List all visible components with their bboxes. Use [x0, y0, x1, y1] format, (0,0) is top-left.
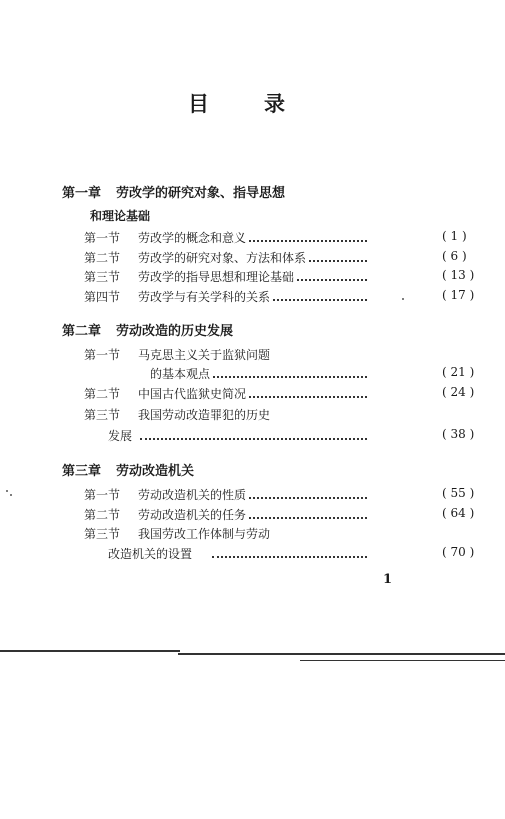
scan-edge-line: [0, 650, 180, 652]
toc-entry-continued[interactable]: [84, 365, 505, 383]
section-title: 中国古代监狱史简况: [138, 387, 247, 401]
toc-entry-title[interactable]: [84, 406, 505, 424]
toc-entry[interactable]: [84, 268, 505, 286]
toc-entry-title[interactable]: [84, 346, 505, 364]
dot-leader: [234, 517, 367, 519]
section-title: 劳动改造机关的任务: [138, 508, 247, 522]
section-number: 第一节: [84, 488, 121, 502]
section-number: 第三节: [84, 270, 121, 284]
section-number: 第一节: [84, 231, 121, 245]
toc-entry-continued[interactable]: [84, 545, 505, 563]
dot-leader: [234, 497, 367, 499]
page-ref: ( 13 ): [442, 268, 488, 282]
page-ref: ( 24 ): [442, 385, 488, 399]
scan-speck: [10, 494, 12, 496]
chapter-title: 劳动改造的历史发展: [116, 324, 234, 339]
section-title: 劳改学的研究对象、方法和体系: [138, 251, 307, 265]
section-number: 第二节: [84, 387, 121, 401]
section-title: 我国劳动改造罪犯的历史: [138, 408, 271, 422]
dot-leader: [234, 396, 367, 398]
page-ref: ( 17 ): [442, 288, 488, 302]
chapter-heading: [62, 460, 194, 479]
scan-edge-line: [178, 653, 505, 655]
dot-leader: [140, 438, 367, 440]
toc-entry-continued[interactable]: [84, 427, 505, 445]
chapter-heading: [62, 320, 233, 339]
toc-entry-title[interactable]: [84, 525, 505, 543]
section-number: 第三节: [84, 527, 121, 541]
section-title: 劳改学的概念和意义: [138, 231, 247, 245]
chapter-number: 第二章: [62, 324, 102, 339]
toc-entry[interactable]: [84, 506, 505, 524]
section-title: 劳动改造机关的性质: [138, 488, 247, 502]
chapter-number: 第三章: [62, 464, 102, 479]
toc-entry[interactable]: [84, 249, 505, 267]
section-number: 第三节: [84, 408, 121, 422]
page-ref: ( 70 ): [442, 545, 488, 559]
dot-leader: [234, 240, 367, 242]
section-number: 第二节: [84, 508, 121, 522]
scan-edge-line: [300, 660, 505, 661]
section-title: 马克思主义关于监狱问题: [138, 348, 271, 362]
chapter-heading: [62, 182, 285, 201]
page-ref: ( 38 ): [442, 427, 488, 441]
toc-entry[interactable]: [84, 288, 505, 306]
section-number: 第四节: [84, 290, 121, 304]
scan-speck: [402, 298, 404, 300]
page-number: 1: [383, 572, 393, 587]
dot-leader: [212, 556, 367, 558]
page-ref: ( 6 ): [442, 249, 488, 263]
chapter-number: 第一章: [62, 186, 102, 201]
section-title: 劳改学与有关学科的关系: [138, 290, 271, 304]
page-ref: ( 21 ): [442, 365, 488, 379]
chapter-title: 劳改学的研究对象、指导思想: [116, 186, 286, 201]
page-ref: ( 55 ): [442, 486, 488, 500]
section-number: 第二节: [84, 251, 121, 265]
toc-entry[interactable]: [84, 486, 505, 504]
toc-entry[interactable]: [84, 229, 505, 247]
scan-speck: [6, 490, 8, 492]
section-title-continued: 发展: [108, 429, 133, 443]
toc-title: [0, 88, 505, 116]
section-title-continued: 改造机关的设置: [108, 547, 193, 561]
section-number: 第一节: [84, 348, 121, 362]
toc-title-char-2: 录: [264, 92, 285, 116]
dot-leader: [210, 376, 367, 378]
page-ref: ( 64 ): [442, 506, 488, 520]
page-ref: ( 1 ): [442, 229, 488, 243]
toc-entry[interactable]: [84, 385, 505, 403]
toc-title-char-1: 目: [188, 92, 209, 116]
section-title-continued: 的基本观点: [150, 367, 211, 381]
chapter-title-continued: 和理论基础: [90, 209, 151, 223]
chapter-title: 劳动改造机关: [116, 464, 195, 479]
section-title: 我国劳改工作体制与劳动: [138, 527, 271, 541]
section-title: 劳改学的指导思想和理论基础: [138, 270, 295, 284]
